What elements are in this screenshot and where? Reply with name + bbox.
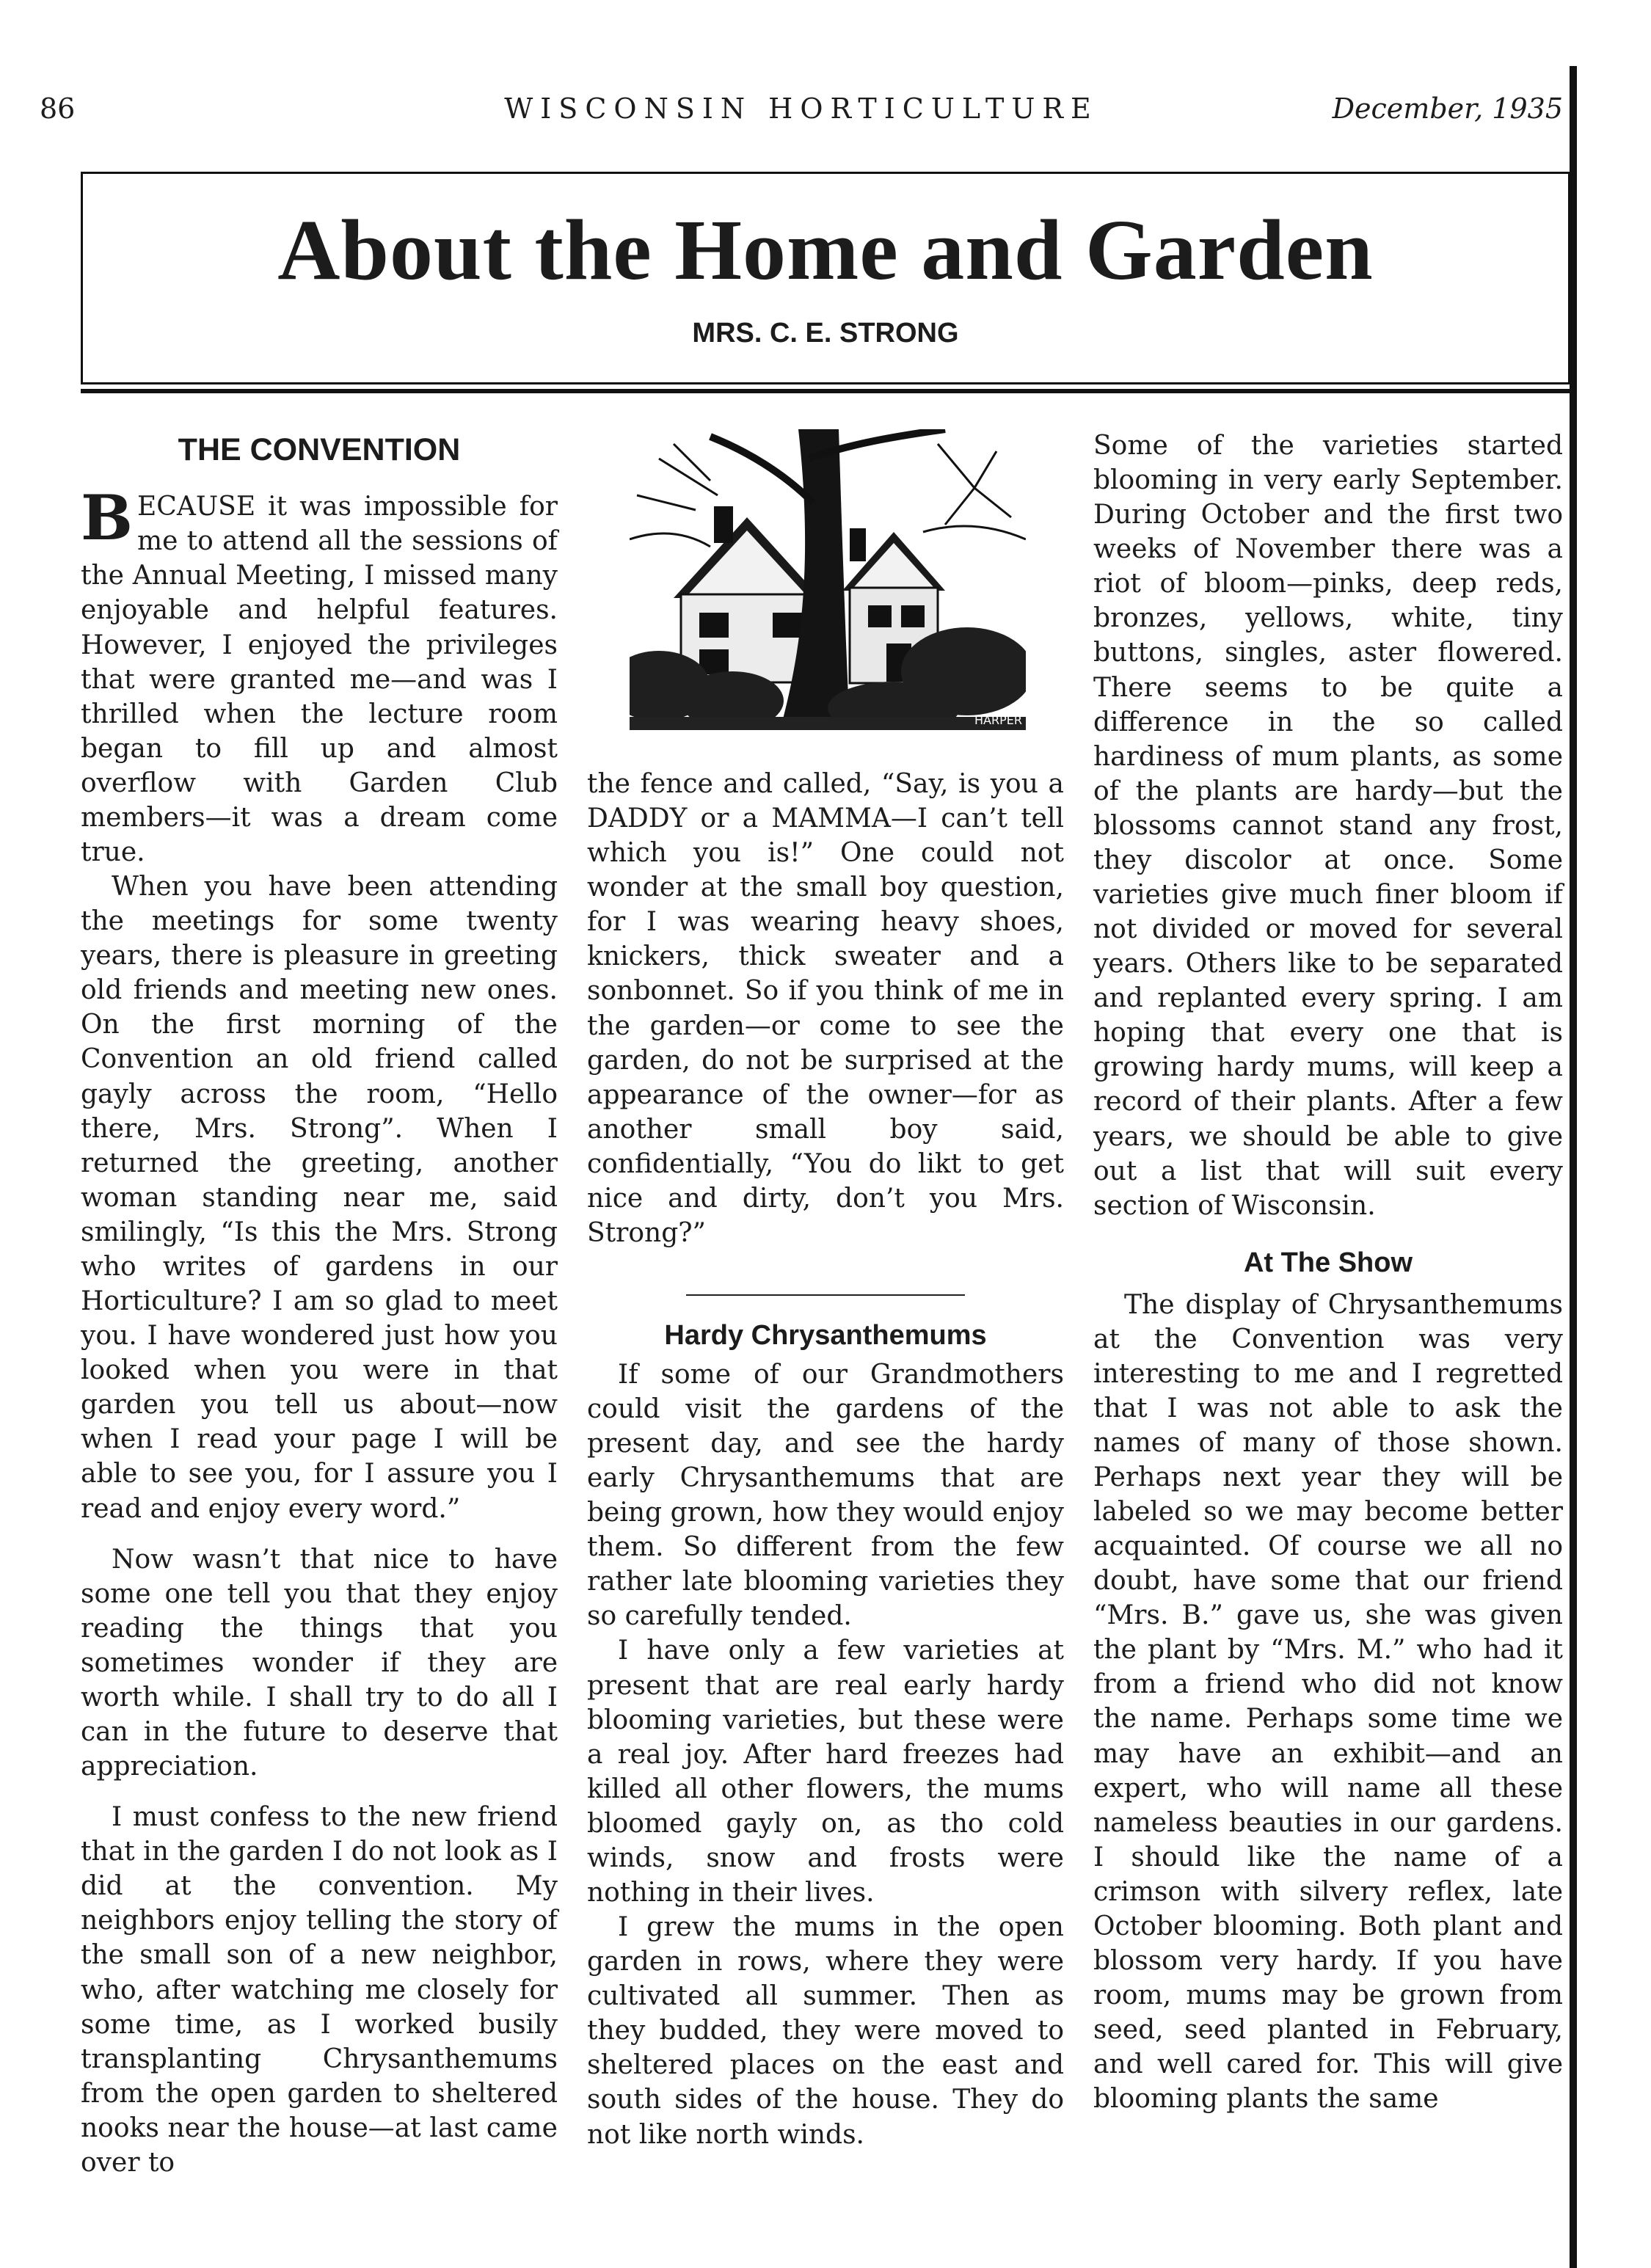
convention-paragraph-4: I must confess to the new friend that in the garden I do not look as I did at the convention. My neighbors enjoy telling the story of the small son of a new neighbor, who, after watching me closely for some time, as I worked busily transplanting Chrysanthemums from the open garden to sheltered nooks near the house—at last came over to: [81, 1802, 558, 2178]
page-edge-rule: [1570, 66, 1577, 2268]
hardy-paragraph-1: If some of our Grandmothers could visit the gardens of the present day, and see the hardy early Chrysanthemums that are being grown, how they would enjoy them. So different from the few rather late blooming varieties they so carefully tended.: [587, 1359, 1064, 1632]
section-divider: [686, 1294, 965, 1296]
column-3: [1093, 429, 1563, 2116]
hardy-paragraph-3: I grew the mums in the open garden in rows, where they were cultivated all summer. Then as they budded, they were moved to sheltered places on the east and south sides of the house. They do not like north winds.: [587, 1912, 1064, 2150]
convention-paragraph-5: the fence and called, “Say, is you a DADDY or a MAMMA—I can’t tell which you is!” One could not wonder at the small boy question, for I was wearing heavy shoes, knickers, thick sweater and a sonbonnet. So if you think of me in the garden—or come to see the garden, do not be surprised at the appearance of the owner—for as another small boy said, confidentially, “You do likt to get nice and dirty, don’t you Mrs. Strong?”: [587, 769, 1064, 1249]
convention-paragraph-1: BECAUSE it was impossible for me to attend all the sessions of the Annual Meeting, I missed many enjoyable and helpful features. However, I enjoyed the privileges that were granted me—and was I thrilled when the lecture room began to fill up and almost overflow with Garden Club members—it was a dream come true.: [81, 481, 558, 868]
running-head: [40, 92, 1563, 144]
page-number: 86: [40, 92, 76, 125]
column-2: [587, 767, 1064, 2152]
hardy-heading: Hardy Chrysanthemums: [664, 1320, 987, 1352]
convention-paragraph-3: Now wasn’t that nice to have some one tell you that they enjoy reading the things that you sometimes wonder if they are worth while. I shall try to do all I can in the future to deserve that appreciation.: [81, 1544, 558, 1782]
column-1: [81, 429, 558, 2180]
issue-date: December, 1935: [1332, 92, 1563, 125]
show-paragraph-1: The display of Chrysanthemums at the Convention was very interesting to me and I regretted that I was not able to ask the names of many of those shown. Perhaps next year they will be labeled so we may become better acquainted. Of course we all no doubt, have some that our friend “Mrs. B.” gave us, she was given the plant by “Mrs. M.” who had it from a friend who did not know the name. Perhaps some time we may have an exhibit—and an expert, who will name all these nameless beauties in our gardens. I should like the name of a crimson with silvery reflex, late October blooming. Both plant and blossom very hardy. If you have room, mums may be grown from seed, seed planted in February, and well cared for. This will give blooming plants the same: [1093, 1289, 1563, 2115]
convention-paragraph-2: When you have been attending the meetings for some twenty years, there is pleasure in greeting old friends and meeting new ones. On the first morning of the Convention an old friend called gayly across the room, “Hello there, Mrs. Strong”. When I returned the greeting, another woman standing near me, said smilingly, “Is this the Mrs. Strong who writes of gardens in our Horticulture? I am so glad to meet you. I have wondered just how you looked when you were in that garden you tell us about—now when I read your page I will be able to see you, for I assure you I read and enjoy every word.”: [81, 872, 558, 1524]
show-heading: At The Show: [1243, 1247, 1413, 1278]
title-rule: [81, 389, 1570, 393]
journal-title: WISCONSIN HORTICULTURE: [504, 92, 1098, 125]
title-box: [81, 172, 1570, 384]
author-byline: MRS. C. E. STRONG: [692, 318, 959, 349]
drop-cap: B: [81, 481, 133, 555]
feature-title: About the Home and Garden: [277, 202, 1374, 298]
hardy-paragraph-4: Some of the varieties started blooming in very early September. During October and the first two weeks of November there was a riot of bloom—pinks, deep reds, bronzes, yellows, white, tiny buttons, singles, aster flowered. There seems to be quite a difference in the so called hardiness of mum plants, as some of the plants are hardy—but the blossoms cannot stand any frost, they discolor at once. Some varieties give much finer bloom if not divided or moved for several years. Others like to be separated and replanted every spring. I am hoping that every one that is growing hardy mums, will keep a record of their plants. After a few years, we should be able to give out a list that will suit every section of Wisconsin.: [1093, 431, 1563, 1221]
illustrator-signature: HARPER: [974, 713, 1022, 727]
hardy-paragraph-2: I have only a few varieties at present that are real early hardy blooming varieties, but these were a real joy. After hard freezes had killed all other flowers, the mums bloomed gayly on, as tho cold winds, snow and frosts were nothing in their lives.: [587, 1636, 1064, 1908]
convention-heading: THE CONVENTION: [178, 432, 461, 467]
house-illustration: [630, 429, 1026, 730]
